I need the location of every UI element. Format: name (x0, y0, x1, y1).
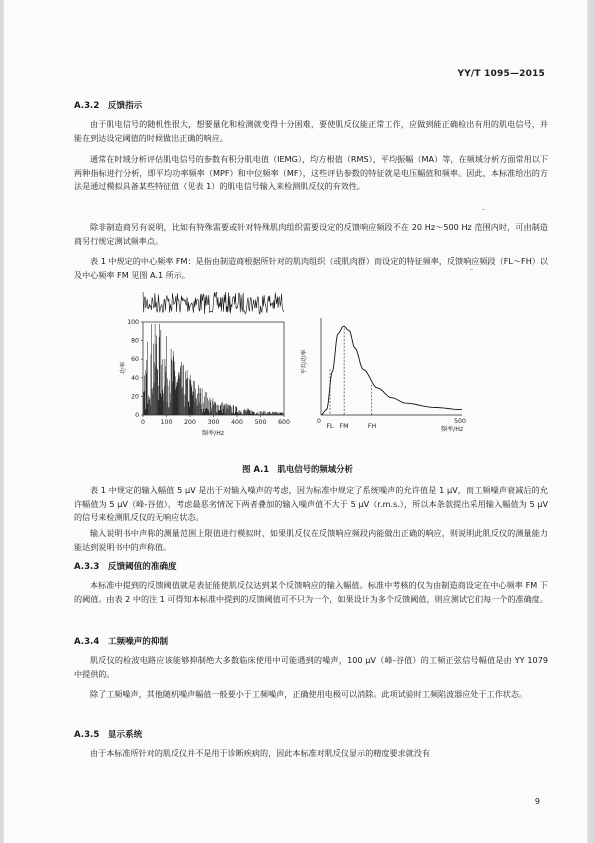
section-heading-a33: A.3.3 反馈阈值的准确度 (74, 562, 177, 572)
paragraph: 由于肌电信号的随机性很大，想要量化和检测就变得十分困难，要使肌反仪能正常工作，应做到能正确检出有用的肌电信号，并能在到达设定阈值的时候做出正确的响应。 (74, 119, 548, 143)
marker-fm-label: FM (339, 423, 349, 430)
paragraph: 除了工频噪声，其他随机噪声幅值一般要小于工频噪声，正确使用电极可以消除。此项试验时工频陷波器应处于工作状态。 (90, 689, 528, 699)
y-tick-label: 0 (135, 412, 139, 419)
paragraph: 本标准中提到的反馈阈值就是表征能使肌反仪达到某个反馈响应的输入幅值。标准中考核的仅为由制造商设定在中心频率 FM 下的阈值。由表 2 中的注 1 可得知本标准中提到的反馈阈值可不只为一个，如果设计为多个反馈阈值，则应测试它们每一个的准确度。 (74, 580, 548, 604)
left-y-ticks (127, 319, 143, 419)
section-heading-a34: A.3.4 工频噪声的抑制 (74, 637, 169, 647)
y-tick-label: 100 (127, 319, 139, 326)
x-tick-label: 600 (278, 419, 290, 426)
power-spectrum-bars (144, 324, 284, 415)
y-tick-label: 80 (131, 337, 139, 345)
right-x-label: 频率/Hz (440, 426, 464, 433)
raw-emg-signal (143, 292, 284, 314)
right-y-label: 平均功率 (301, 349, 308, 375)
paragraph: 通常在时域分析评估肌电信号的参数有积分肌电值（IEMG），均方根值（RMS），平均振幅（MA）等，在频域分析方面常用以下两种指标进行分析，即平均功率频率（MPF）和中位频率（MF），这些评估参数的特征就是电压幅值和频率。因此，本标准给出的方法是通过模拟具备某些特征值（见表 1）的肌电信号输入来检测肌反仪的有效性。 (74, 154, 548, 192)
x-tick-label: 500 (254, 419, 267, 426)
marker-fl-label: FL (326, 423, 334, 430)
left-y-label: 功率 (120, 361, 127, 375)
marker-fh-label: FH (367, 423, 377, 430)
pencil-mark (482, 209, 485, 210)
right-x-tick-500: 500 (454, 418, 466, 425)
x-tick-label: 200 (184, 419, 196, 426)
page-number: 9 (534, 797, 540, 806)
pencil-mark (470, 269, 473, 270)
x-tick-label: 300 (207, 419, 220, 426)
paragraph: 表 1 中规定的输入幅值 5 μV 是出于对输入噪声的考虑，因为标准中规定了系统噪声的允许值是 1 μV，而工频噪声衰减后的允许幅值为 5 μV（峰-谷值），考虑最恶劣情况下两者叠加的输入噪声值不大于 5 μV（r.m.s.），所以本条款提出采用输入幅值为 5 μV 的信号来检测肌反仪的无响应状态。 (74, 485, 548, 523)
right-chart (300, 318, 466, 433)
left-x-label: 频率/Hz (201, 430, 225, 437)
section-heading-a32: A.3.2 反馈指示 (74, 101, 143, 111)
left-x-ticks (141, 415, 290, 426)
paragraph: 表 1 中规定的中心频率 FM：是指由制造商根据所针对的肌肉组织（或肌肉群）而设定的特征频率，反馈响应频段（FL～FH）以及中心频率 FM 见图 A.1 所示。 (74, 256, 548, 280)
section-heading-a35: A.3.5 显示系统 (74, 730, 143, 740)
y-tick-label: 20 (131, 393, 139, 401)
figure-caption: 图 A.1 肌电信号的频域分析 (242, 464, 353, 474)
paragraph: 肌反仪的检波电路应该能够抑制绝大多数临床使用中可能遇到的噪声，100 μV（峰-谷值）的工频正弦信号幅值是由 YY 1079 中提供的。 (74, 655, 548, 679)
standard-code: YY/T 1095—2015 (457, 69, 545, 79)
left-chart (119, 292, 290, 437)
y-tick-label: 60 (131, 356, 139, 364)
paragraph: 除非制造商另有说明，比如有特殊需要或针对特殊肌肉组织需要设定的反馈响应频段不在 20 Hz～500 Hz 范围内时，可由制造商另行规定测试频率点。 (74, 222, 548, 246)
x-tick-label: 400 (231, 419, 243, 426)
right-x-tick-0: 0 (317, 418, 321, 425)
paragraph: 由于本标准所针对的肌反仪并不是用于诊断疾病的，因此本标准对肌反仪显示的精度要求就没有 (90, 748, 430, 758)
x-tick-label: 100 (160, 419, 173, 426)
mean-power-curve (321, 326, 462, 415)
y-tick-label: 40 (131, 374, 139, 382)
paragraph: 输入说明书中声称的测量范围上限值进行模拟时，如果肌反仪在反馈响应频段内能做出正确的响应，则说明此肌反仪的测量能力能达到说明书中的声称值。 (74, 528, 548, 552)
x-tick-label: 0 (141, 419, 145, 426)
